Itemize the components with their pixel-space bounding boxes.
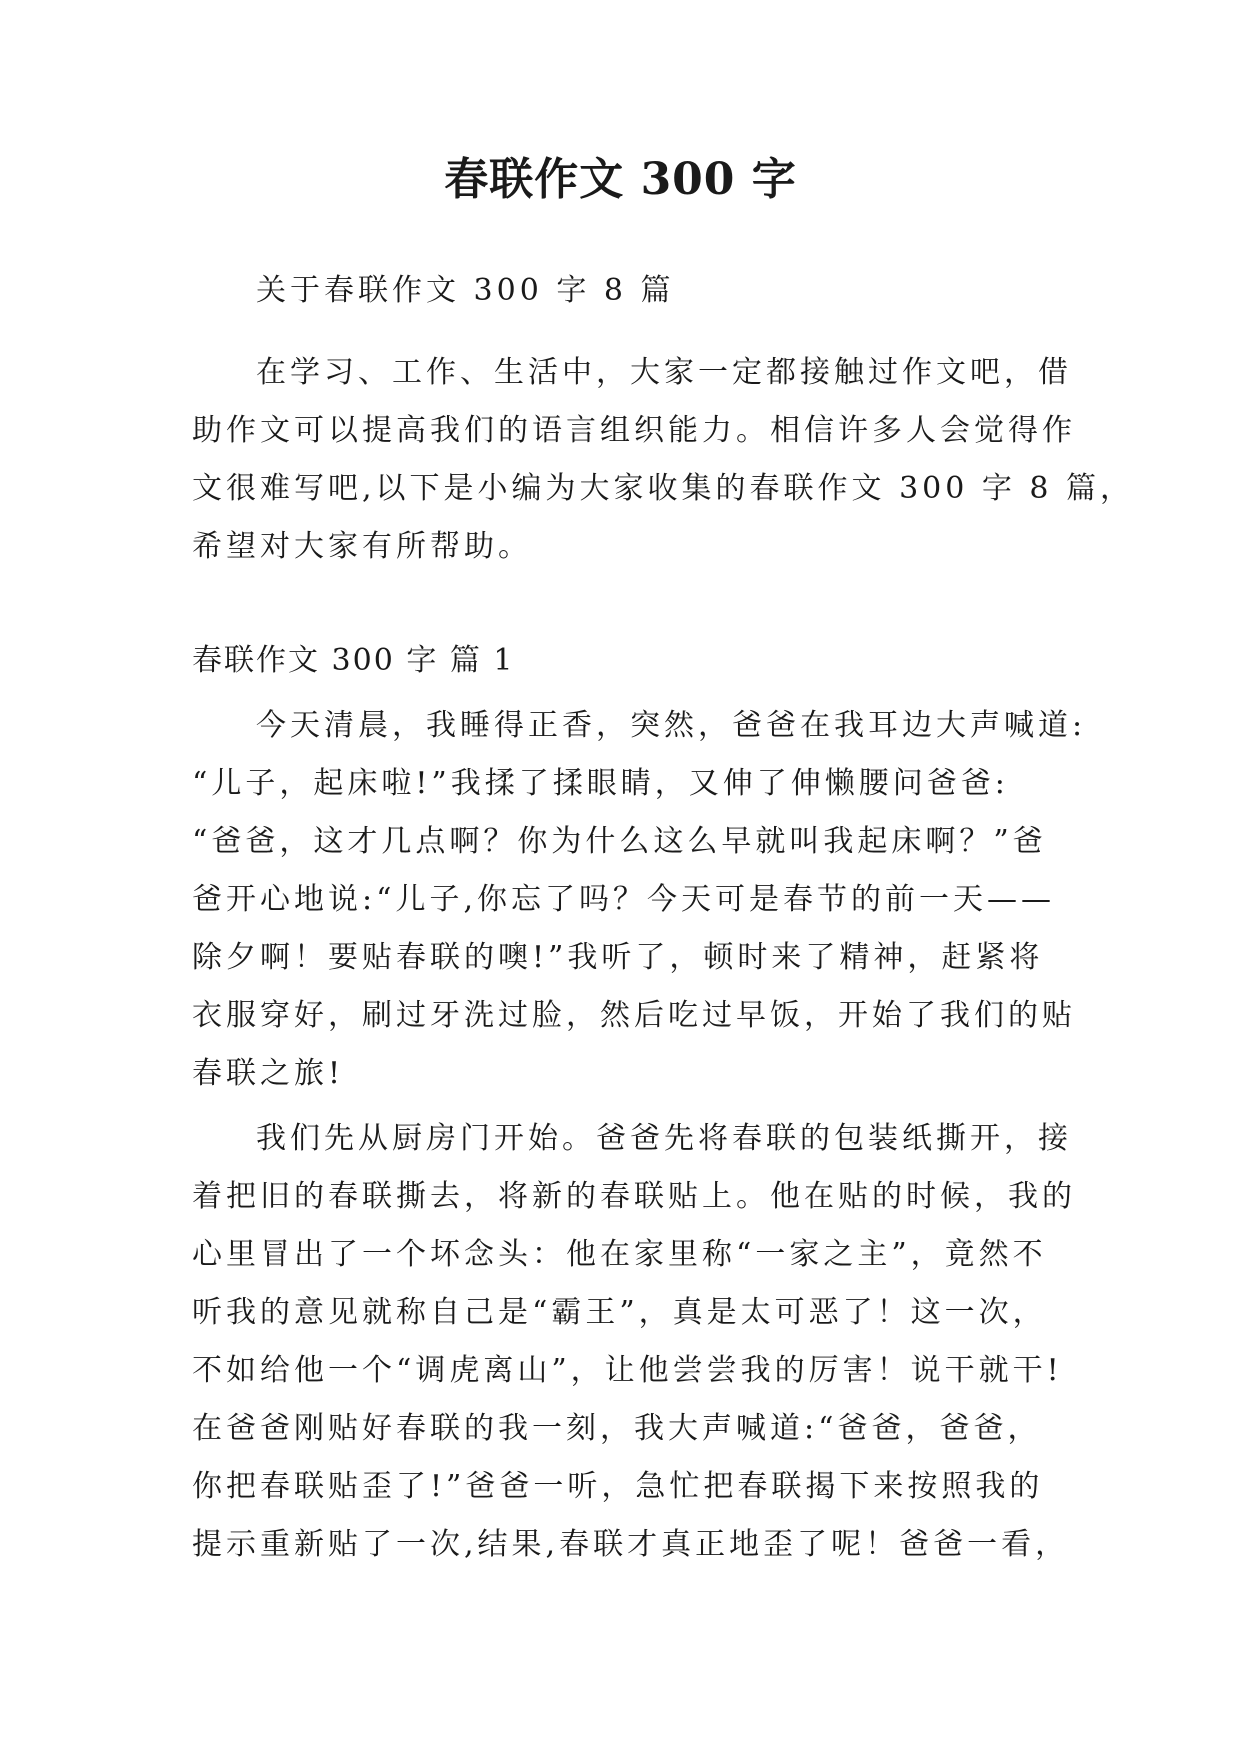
paragraph-line: “爸爸，这才几点啊？你为什么这么早就叫我起床啊？”爸 <box>192 824 1047 859</box>
paragraph-line: 衣服穿好，刷过牙洗过脸，然后吃过早饭，开始了我们的贴 <box>192 998 1076 1033</box>
intro-line: 在学习、工作、生活中，大家一定都接触过作文吧，借 <box>256 355 1072 390</box>
paragraph-line: 提示重新贴了一次,结果,春联才真正地歪了呢！爸爸一看， <box>192 1527 1070 1562</box>
subtitle-block <box>192 262 1052 320</box>
intro-line: 希望对大家有所帮助。 <box>192 529 532 564</box>
paragraph-line: 春联之旅! <box>192 1056 345 1091</box>
essay-paragraph-1 <box>192 697 1087 1103</box>
subtitle: 关于春联作文 300 字 8 篇 <box>256 273 675 308</box>
paragraph-line: 听我的意见就称自己是“霸王”，真是太可恶了！这一次， <box>192 1295 1047 1330</box>
section-heading: 春联作文 300 字 篇 1 <box>192 643 515 678</box>
paragraph-line: 我们先从厨房门开始。爸爸先将春联的包装纸撕开，接 <box>256 1121 1072 1156</box>
document-title: 春联作文 300 字 <box>444 154 797 205</box>
intro-line: 助作文可以提高我们的语言组织能力。相信许多人会觉得作 <box>192 413 1076 448</box>
intro-line: 文很难写吧,以下是小编为大家收集的春联作文 300 字 8 篇， <box>192 471 1135 506</box>
section-heading-block <box>192 632 1052 690</box>
paragraph-line: 今天清晨，我睡得正香，突然，爸爸在我耳边大声喊道: <box>256 708 1087 743</box>
paragraph-line: 心里冒出了一个坏念头：他在家里称“一家之主”，竟然不 <box>192 1237 1047 1272</box>
essay-paragraph-2 <box>192 1110 1076 1574</box>
paragraph-line: 你把春联贴歪了!”爸爸一听，急忙把春联揭下来按照我的 <box>192 1469 1044 1504</box>
intro-paragraph <box>192 344 1135 576</box>
paragraph-line: 着把旧的春联撕去，将新的春联贴上。他在贴的时候，我的 <box>192 1179 1076 1214</box>
paragraph-line: 除夕啊！要贴春联的噢!”我听了，顿时来了精神，赶紧将 <box>192 940 1044 975</box>
paragraph-line: “儿子，起床啦!”我揉了揉眼睛，又伸了伸懒腰问爸爸: <box>192 766 1009 801</box>
paragraph-line: 爸开心地说:“儿子,你忘了吗？今天可是春节的前一天—— <box>192 882 1055 917</box>
paragraph-line: 在爸爸刚贴好春联的我一刻，我大声喊道:“爸爸，爸爸， <box>192 1411 1042 1446</box>
paragraph-line: 不如给他一个“调虎离山”，让他尝尝我的厉害！说干就干! <box>192 1353 1063 1388</box>
